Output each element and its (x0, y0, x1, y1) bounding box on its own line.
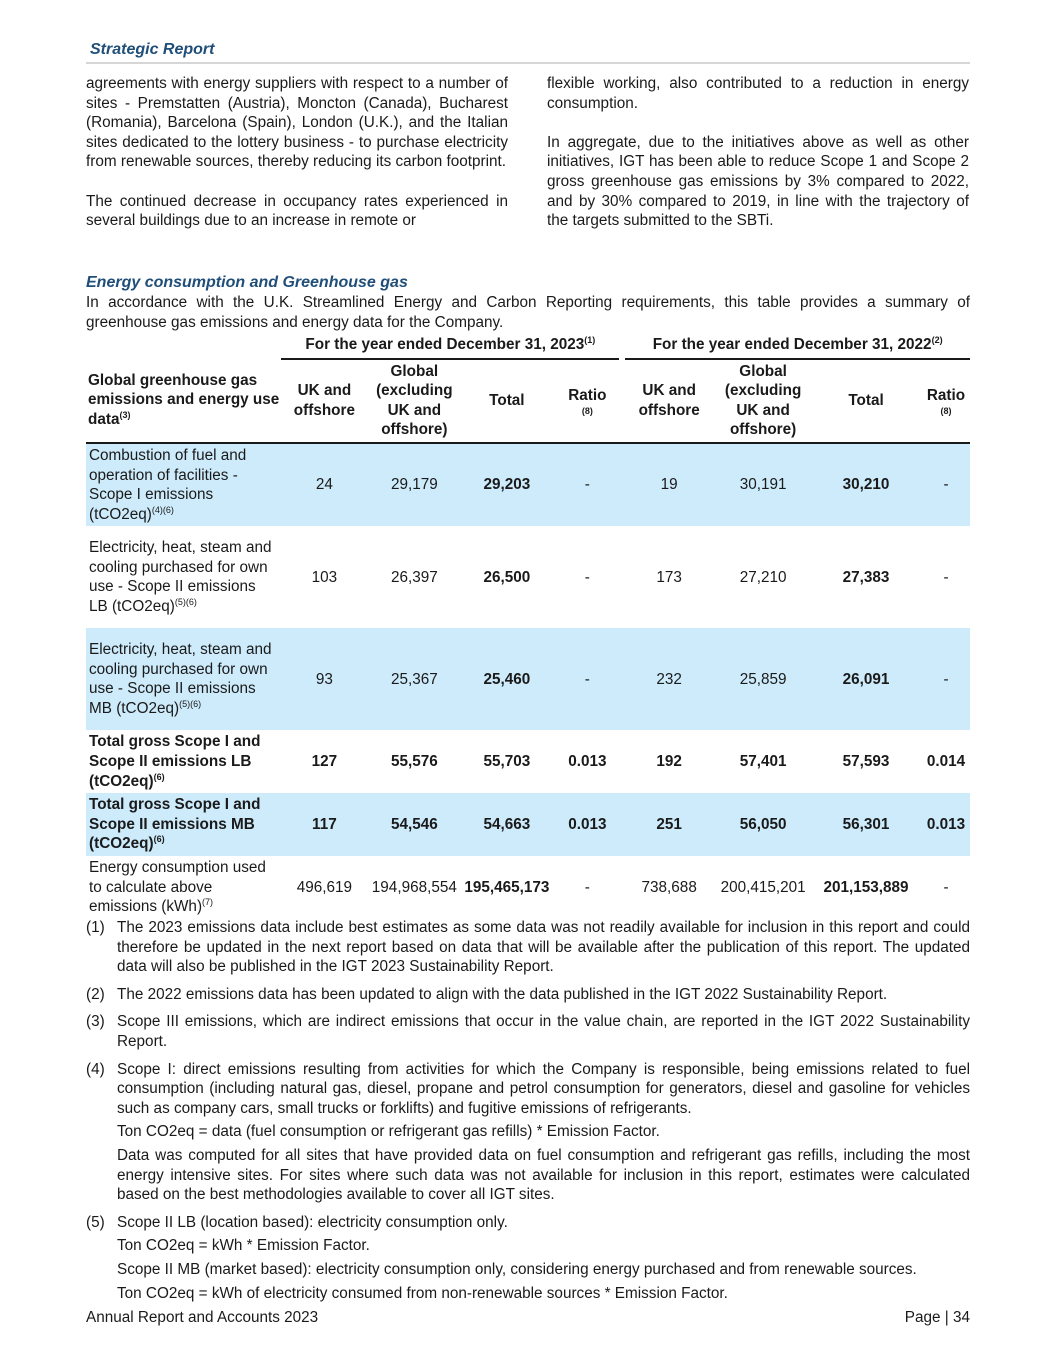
row-label: Total gross Scope I and Scope II emissions MB $(tCO2eq)^{(6)}$ (86, 793, 281, 856)
footnote (86, 1012, 970, 1055)
table-cell: 30,191 (716, 443, 810, 526)
table-cell: - (584, 878, 590, 896)
table-cell: 738,688 (641, 878, 697, 896)
table-cell: 27,210 (739, 568, 787, 586)
table-cell: 26,500 (483, 568, 531, 586)
table-cell: 26,397 (390, 568, 438, 586)
table-cell: 54,546 (367, 793, 461, 856)
col-uk-2023: UK and offshore (281, 359, 367, 443)
footnote-text: Data was computed for all sites that have provided data on fuel consumption and refrigerant gas refills, including the most energy intensive sites. For sites where such data was not available for inclusion in this report, estimates were calculated based on the best methodologies available to cover all IGT sites. (117, 1146, 970, 1204)
page-number: Page | 34 (904, 1309, 970, 1326)
footnote (86, 1060, 970, 1209)
intro-paragraph: In accordance with the U.K. Streamlined Energy and Carbon Reporting requirements, this table provides a summary of greenhouse gas emissions and energy data for the Company. (86, 294, 970, 331)
table-cell: 29,203 (461, 443, 552, 526)
row-label: Electricity, heat, steam and cooling purchased for own use - Scope II emissions LB $(tCO2eq)^{(5)(6)}$ (89, 539, 272, 615)
paragraph: In aggregate, due to the initiatives above as well as other initiatives, IGT has been able to reduce Scope 1 and Scope 2 gross greenhouse gas emissions by 3% compared to 2022, and by 30% compared to 2019, in line with the trajectory of the targets submitted to the SBTi. (547, 133, 969, 230)
table-cell: 27,383 (842, 568, 890, 586)
table-row (86, 628, 970, 730)
table-cell: - (552, 628, 622, 730)
table-cell: - (922, 443, 970, 526)
table-cell: 194,968,554 (371, 878, 457, 896)
row-label: Energy consumption used to calculate above emissions (kWh)$^{(7)}$ (89, 858, 266, 916)
table-cell: - (922, 628, 970, 730)
empty-header (86, 333, 281, 359)
table-cell: 232 (622, 628, 716, 730)
footnote-text: Scope II LB (location based): electricity consumption only. (117, 1213, 508, 1231)
table-cell: 0.013 (922, 793, 970, 856)
table-cell: - (943, 878, 949, 896)
table-cell: 201,153,889 (823, 878, 909, 896)
footnote-number: (1) (86, 919, 105, 936)
table-cell: 0.013 (568, 752, 607, 770)
table-cell: 56,050 (716, 793, 810, 856)
table-cell: 54,663 (461, 793, 552, 856)
footnote-text: Ton CO2eq = data (fuel consumption or refrigerant gas refills) * Emission Factor. (117, 1123, 660, 1141)
table-row (86, 856, 970, 919)
col-global-2023: Global (excluding UK and offshore) (367, 359, 461, 443)
table-cell: 26,091 (810, 628, 922, 730)
table-cell: - (943, 568, 949, 586)
table-cell: 30,210 (810, 443, 922, 526)
table-cell: - (552, 443, 622, 526)
table-cell: 24 (281, 443, 367, 526)
footnote-text: Ton CO2eq = kWh of electricity consumed from non-renewable sources * Emission Factor. (117, 1284, 728, 1302)
table-cell: 195,465,173 (464, 878, 550, 896)
table-cell: 25,859 (716, 628, 810, 730)
right-column (547, 74, 969, 250)
row-label: Electricity, heat, steam and cooling purchased for own use - Scope II emissions MB $(tCO2eq)^{(5)(6)}$ (86, 628, 281, 730)
section-title: Energy consumption and Greenhouse gas (86, 274, 408, 291)
table-cell: 55,703 (483, 752, 531, 770)
footnote (86, 985, 970, 1009)
paragraph: The continued decrease in occupancy rates experienced in several buildings due to an increase in remote or (86, 192, 508, 230)
footnote-number: (4) (86, 1060, 105, 1078)
footnote (86, 918, 970, 981)
col-total-2022: Total (810, 359, 922, 443)
row-label: Total gross Scope I and Scope II emissions LB $(tCO2eq)^{(6)}$ (89, 733, 261, 790)
table-cell: 56,301 (810, 793, 922, 856)
table-cell: 251 (622, 793, 716, 856)
table-cell: 127 (311, 752, 338, 770)
footer-title: Annual Report and Accounts 2023 (86, 1309, 319, 1326)
table-cell: 25,460 (461, 628, 552, 730)
row-label: Combustion of fuel and operation of facilities - Scope I emissions $(tCO2eq)^{(4)(6)}$ (86, 443, 281, 526)
table-cell: 117 (281, 793, 367, 856)
table-row (86, 443, 970, 526)
table-row (86, 526, 970, 628)
table-row (86, 793, 970, 856)
table-row (86, 730, 970, 793)
table-cell: 29,179 (367, 443, 461, 526)
table-cell: 93 (281, 628, 367, 730)
group-header-2023: For the year ended December 31, 2023$^{(1)}$ (281, 333, 622, 359)
header-divider (86, 62, 970, 64)
table-cell: 496,619 (296, 878, 353, 896)
col-uk-2022: UK and offshore (622, 359, 716, 443)
footnote-number: (3) (86, 1013, 105, 1031)
footnote-text: The 2022 emissions data has been updated to align with the data published in the IGT 2022 Sustainability Report. (117, 985, 888, 1003)
table-cell: 103 (311, 568, 338, 586)
paragraph: agreements with energy suppliers with respect to a number of sites - Premstatten (Austria), Moncton (Canada), Bucharest (Romania), Barcelona (Spain), London (U.K.), and the Italian sites dedicated to the lottery business - to purchase electricity from renewable sources, thereby reducing its carbon footprint. (86, 75, 508, 171)
footnote-text: Scope I: direct emissions resulting from activities for which the Company is responsible, being emissions related to fuel consumption (including natural gas, diesel, propane and petrol consumption for generators, diesel and gasoline for vehicles such as company cars, small trucks or forklifts) and fugitive emissions of refrigerants. (117, 1060, 970, 1117)
table-cell: 200,415,201 (720, 878, 806, 896)
footnote-text: Scope III emissions, which are indirect emissions that occur in the value chain, are reported in the IGT 2022 Sustainability Report. (117, 1013, 970, 1050)
table-cell: 173 (656, 568, 682, 586)
emissions-table (86, 333, 970, 919)
table-cell: 0.013 (552, 793, 622, 856)
table-cell: 57,401 (739, 752, 787, 770)
col-total-2023: Total (461, 359, 552, 443)
left-column (86, 74, 508, 250)
section-header: Strategic Report (90, 41, 215, 58)
col-global-2022: Global (excluding UK and offshore) (716, 359, 810, 443)
footnote-text: The 2023 emissions data include best estimates as some data was not readily available for inclusion in this report and could therefore be updated in the next report based on data that will be available after the publication of this report. The updated data will also be published in the IGT 2023 Sustainability Report. (117, 919, 970, 976)
footnote-number: (5) (86, 1213, 105, 1231)
table-cell: 192 (656, 752, 682, 770)
footnote-number: (2) (86, 985, 105, 1003)
footnote-text: Ton CO2eq = kWh * Emission Factor. (117, 1237, 370, 1255)
table-cell: 25,367 (367, 628, 461, 730)
table-cell: 19 (622, 443, 716, 526)
group-header-2022: For the year ended December 31, 2022$^{(2)}$ (622, 333, 970, 359)
table-cell: - (584, 568, 590, 586)
table-cell: 55,576 (390, 752, 438, 770)
footnote-text: Scope II MB (market based): electricity consumption only, considering energy purchased and from renewable sources. (117, 1260, 917, 1278)
col-ratio-2022: Ratio (8) (922, 359, 970, 443)
footnotes (86, 918, 970, 1311)
table-cell: 0.014 (926, 752, 966, 770)
col-ratio-2023: Ratio (8) (552, 359, 622, 443)
label-column-header: Global greenhouse gas emissions and energy use data$^{(3)}$ (86, 359, 281, 443)
paragraph: flexible working, also contributed to a reduction in energy consumption. (547, 75, 969, 112)
table-cell: 57,593 (842, 752, 890, 770)
footnote (86, 1213, 970, 1307)
